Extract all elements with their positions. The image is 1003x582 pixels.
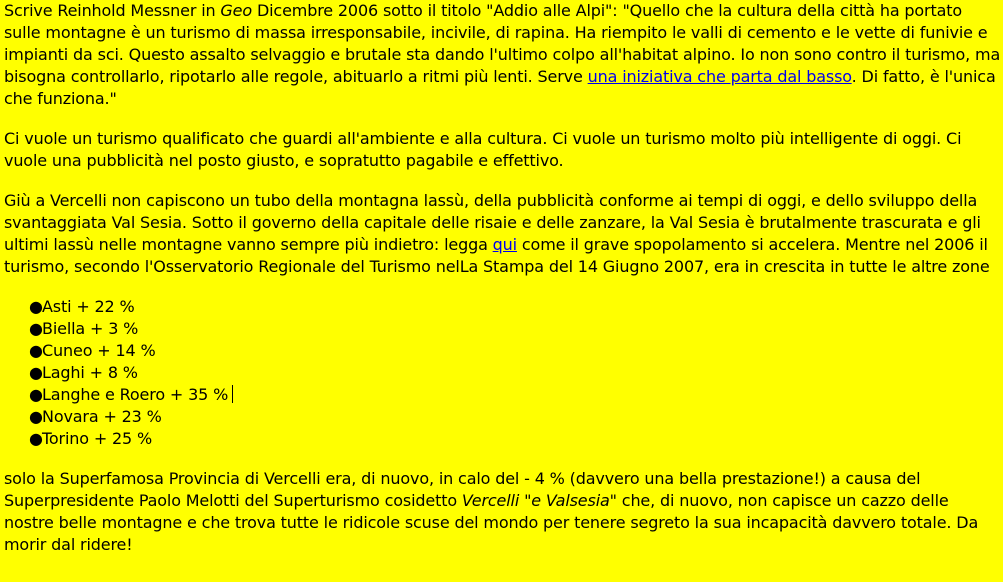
paragraph-text: Dicembre 2006 sotto il titolo "Addio alle Alpi": "Quello che la cultura della città ha portato sulle montagne è un turismo di massa irresponsabile, incivile, di rapina. Ha riempito le valli di cemento e le vette di funivie e impianti da sci. Questo assalto selvaggio e brutale sta dando l'ultimo colpo all'habitat alpino. Io non sono contro il turismo, ma bisogna controllarlo, ripotarlo alle regole, abituarlo a ritmi più lenti. Serve xyxy=(4,1,1001,86)
bullet-icon: ● xyxy=(29,297,43,316)
bullet-icon: ● xyxy=(29,341,43,360)
text-cursor xyxy=(232,385,233,403)
list-item xyxy=(29,384,1002,406)
paragraph-turismo-qualificato: Ci vuole un turismo qualificato che guardi all'ambiente e alla cultura. Ci vuole un turismo molto più intelligente di oggi. Ci vuole una pubblicità nel posto giusto, e sopratutto pagabile e effettivo. xyxy=(4,129,962,170)
paragraph-messner-quote xyxy=(4,0,1002,110)
list-item-text: Biella + 3 % xyxy=(42,319,139,338)
list-item xyxy=(29,406,1002,428)
list-item xyxy=(29,340,1002,362)
list-item-text: Torino + 25 % xyxy=(42,429,153,448)
list-item-text: Cuneo + 14 % xyxy=(42,341,156,360)
paragraph-text: Giù a Vercelli non capiscono un tubo della montagna lassù, della pubblicità conforme ai tempi di oggi, e dello sviluppo della svantaggiata Val Sesia. Sotto il governo della capitale delle risaie e delle zanzare, la Val Sesia è brutalmente trascurata e gli ultimi lassù nelle montagne vanno sempre più indietro: legga xyxy=(4,191,981,254)
list-item-text: Laghi + 8 % xyxy=(42,363,138,382)
paragraph-text: solo la Superfamosa Provincia di Vercelli era, di nuovo, in calo del - 4 % (davvero una bella prestazione!) a causa del Superpresidente Paolo Melotti del Superturismo cosidetto xyxy=(4,469,921,510)
list-item xyxy=(29,296,1002,318)
list-item-text: Asti + 22 % xyxy=(42,297,135,316)
paragraph-text: come il grave spopolamento si accelera. Mentre nel 2006 il turismo, secondo l'Osservatorio Regionale del Turismo nelLa Stampa del 14 Giugno 2007, era in crescita in tutte le altre zone xyxy=(4,235,990,276)
bullet-icon: ● xyxy=(29,363,43,382)
article-body xyxy=(4,0,1002,574)
bullet-icon: ● xyxy=(29,429,43,448)
magazine-name: Geo xyxy=(220,1,253,20)
list-item-text: Novara + 23 % xyxy=(42,407,162,426)
paragraph-text: Scrive Reinhold Messner in xyxy=(4,1,221,20)
list-item-text: Langhe e Roero + 35 % xyxy=(42,385,229,404)
tourism-growth-list xyxy=(4,296,1002,450)
list-item xyxy=(29,362,1002,384)
paragraph-text: . Di fatto, è l'unica che funziona." xyxy=(4,67,996,108)
list-item xyxy=(29,428,1002,450)
paragraph-vercelli xyxy=(4,190,1002,278)
bullet-icon: ● xyxy=(29,385,43,404)
list-item xyxy=(29,318,1002,340)
paragraph-vercelli-calo xyxy=(4,468,1002,556)
bullet-icon: ● xyxy=(29,319,43,338)
italic-brand-name: Vercelli "e Valsesia" xyxy=(461,491,617,510)
paragraph-text: che, di nuovo, non capisce un cazzo delle nostre belle montagne e che trova tutte le ridicole scuse del mondo per tenere segreto la sua incapacità davvero totale. Da morir dal ridere! xyxy=(4,491,979,554)
qui-link[interactable]: qui xyxy=(492,235,517,254)
bullet-icon: ● xyxy=(29,407,43,426)
iniziativa-link[interactable]: una iniziativa che parta dal basso xyxy=(587,67,852,86)
